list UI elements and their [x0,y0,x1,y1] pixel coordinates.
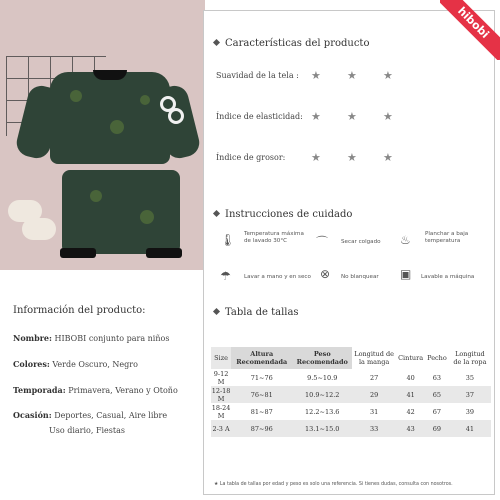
product-occasion-value-2: Uso diario, Fiestas [49,426,125,435]
care-text: Lavar a mano y en seco [244,274,311,280]
product-season-row [13,385,178,395]
header-cell: Pecho [427,354,447,362]
feature-label: Índice de elasticidad: [216,112,303,121]
feature-label: Suavidad de la tela : [216,71,299,80]
pants-cuff-right [146,248,182,258]
shoe-right [22,218,56,240]
table-cell: 71~76 [250,373,273,382]
header-cell: Peso Recomendado [292,347,352,369]
table-cell: 9.5~10.9 [307,373,338,382]
details-panel [203,10,495,495]
star-icon: ★ [347,110,357,123]
features-section-title [214,38,369,49]
table-cell: 33 [352,420,396,437]
print-pattern [140,95,150,105]
table-cell: 18-24 M [211,403,231,420]
table-cell: 76~81 [231,386,292,403]
table-cell: 9-12 M [213,369,229,386]
product-photo [0,0,205,270]
table-cell: 81~87 [250,407,273,416]
product-occasion-row [13,410,167,435]
table-cell: 29 [352,386,396,403]
size-title: Tabla de tallas [225,307,299,318]
care-text: No blanquear [341,274,379,280]
brand-logo: hibobi [440,0,500,60]
product-occasion-value: Deportes, Casual, Aire libre [54,411,168,420]
product-colors-value: Verde Oscuro, Negro [52,360,138,369]
header-cell: Longitud de la ropa [453,350,487,366]
care-text: Planchar a baja temperatura [425,231,469,244]
wash-30-icon: 🌡 [220,233,236,247]
star-icon: ★ [311,69,321,82]
star-icon: ★ [383,110,393,123]
product-colors-label: Colores: [13,359,50,369]
table-cell: 41 [396,386,425,403]
table-cell: 41 [449,420,491,437]
care-title: Instrucciones de cuidado [225,209,353,220]
table-cell: 37 [449,386,491,403]
sunglasses-lens [168,108,184,124]
table-cell: 2-3 A [211,420,231,437]
print-pattern [70,90,82,102]
star-icon: ★ [311,151,321,164]
size-table-header [211,347,491,369]
table-cell: 35 [465,373,475,382]
product-name-label: Nombre: [13,333,52,343]
machine-wash-icon: ▣ [400,267,412,281]
star-icon: ★ [383,151,393,164]
table-cell: 31 [369,407,379,416]
table-cell: 12.2~13.6 [305,407,340,416]
print-pattern [110,120,124,134]
table-cell: 42 [406,407,415,416]
print-pattern [90,190,102,202]
diamond-bullet-icon [213,39,220,46]
care-section-title [214,209,352,220]
size-section-title [214,307,299,318]
table-row [211,369,491,386]
diamond-bullet-icon [213,308,220,315]
product-season-value: Primavera, Verano y Otoño [68,386,178,395]
table-cell: 65 [425,386,449,403]
table-cell: 87~96 [231,420,292,437]
product-colors-row [13,359,138,369]
product-info-title: Información del producto: [13,305,146,316]
star-icon: ★ [383,69,393,82]
features-title: Características del producto [225,38,370,49]
product-occasion-label: Ocasión: [13,410,52,420]
size-table [211,347,491,437]
print-pattern [140,210,154,224]
table-cell: 27 [369,373,379,382]
product-name-value: HIBOBI conjunto para niños [54,334,170,343]
table-cell: 40 [406,373,415,382]
feature-row-elasticity [216,112,486,124]
table-cell: 12-18 M [211,386,231,403]
product-name-row [13,333,169,343]
sweatshirt [50,72,170,164]
pants [62,170,180,254]
no-bleach-icon: ⊗ [320,267,331,281]
care-text: Secar colgado [341,239,381,245]
table-row [211,403,491,420]
table-cell: 13.1~15.0 [292,420,352,437]
diamond-bullet-icon [213,210,220,217]
table-cell: 43 [396,420,425,437]
iron-icon: ♨ [400,233,411,247]
table-cell: 10.9~12.2 [292,386,352,403]
care-text: Lavable a máquina [421,274,475,280]
table-cell: 63 [432,373,442,382]
hanger-icon: ⌒ [316,235,329,249]
table-row [211,386,491,403]
feature-label: Índice de grosor: [216,153,286,162]
table-cell: 39 [465,407,475,416]
star-icon: ★ [347,151,357,164]
header-cell: Cintura [398,354,424,362]
feature-row-thickness [216,153,486,165]
table-row [211,420,491,437]
pants-cuff-left [60,248,96,258]
hand-wash-icon: ☂ [220,269,231,283]
brand-ribbon [440,0,500,60]
header-cell: Altura Recomendada [231,347,292,369]
header-cell: Longitud de la manga [354,350,394,366]
table-cell: 67 [432,407,442,416]
star-icon: ★ [311,110,321,123]
product-season-label: Temporada: [13,385,66,395]
table-cell: 69 [425,420,449,437]
feature-row-softness [216,71,486,83]
header-cell: Size [211,347,231,369]
sweatshirt-collar [93,70,127,80]
size-table-footnote: ★ La tabla de tallas por edad y peso es solo una referencia. Si tienes dudas, consulta con nosotros. [214,482,453,487]
care-text: Temperatura máxima de lavado 30°C [244,231,304,244]
star-icon: ★ [347,69,357,82]
